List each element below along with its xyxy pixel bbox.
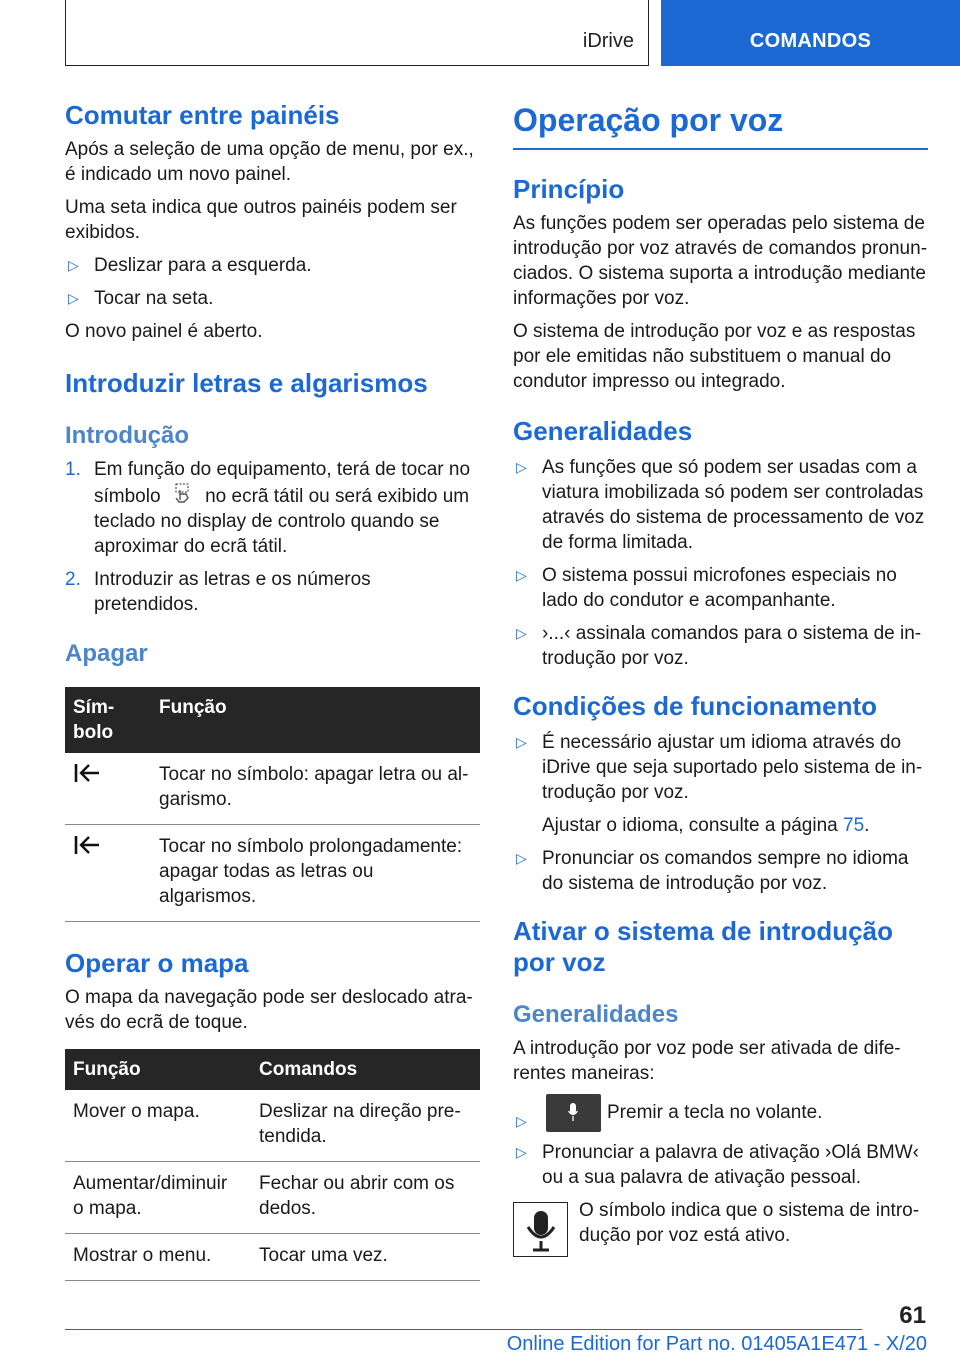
triangle-bullet-icon: ▷ [516, 459, 527, 475]
page-reference: Ajustar o idioma, consulte a página 75. [542, 815, 870, 836]
microphone-icon [513, 1202, 568, 1257]
backspace-icon [73, 762, 101, 784]
para-principle-1: As funções podem ser operadas pelo sistema de introdução por voz através de comandos pronun-ciados. O sistema suporta a introdução mediante informações por voz. [513, 213, 928, 309]
table-header-row [65, 1049, 480, 1090]
para-switch-2: Uma seta indica que outros painéis podem ser exibidos. [65, 197, 457, 243]
page-number: 61 [899, 1302, 926, 1329]
left-column [65, 100, 480, 1281]
list-item: ▷ Premir a tecla no volante. [513, 1094, 928, 1132]
table-row [65, 1234, 480, 1281]
symbol-note [513, 1198, 928, 1258]
list-item: 1. Em função do equipamento, terá de tocar no símbolo no ecrã tátil ou será exibido um teclado no display de controlo quando se aproximar do ecrã tátil. [65, 459, 471, 557]
heading-conditions: Condições de funcionamento [513, 691, 878, 721]
steering-wheel-voice-button-icon [546, 1094, 601, 1132]
list-item: ▷ As funções que só podem ser usadas com a viatura imobilizada só podem ser controladas através do sistema de processamento de voz de forma limitada. [516, 457, 925, 553]
backspace-icon [73, 834, 101, 856]
table-row [65, 1090, 480, 1162]
table-header-row [65, 687, 480, 753]
page-link[interactable]: 75 [843, 815, 865, 836]
table-row [65, 825, 480, 922]
header-section-box [65, 0, 649, 66]
table-cell [65, 825, 151, 922]
para-switch-1: Após a seleção de uma opção de menu, por ex., é indicado um novo painel. [65, 139, 474, 185]
table-cell: Mostrar o menu. [65, 1234, 251, 1281]
delete-table [65, 687, 480, 922]
header-chapter-label: COMANDOS [749, 30, 872, 52]
footer-edition: Online Edition for Part no. 01405A1E471 - X/20 [506, 1333, 927, 1355]
right-column [513, 100, 928, 1258]
steps-list [65, 457, 480, 617]
table-cell: Tocar no símbolo prolongadamente: apagar todas as letras ou algarismos. [151, 825, 480, 922]
list-item: ▷ Pronunciar os comandos sempre no idioma do sistema de introdução por voz. [516, 848, 909, 894]
heading-switch-panels: Comutar entre painéis [65, 100, 340, 130]
table-header-cell: Função [151, 687, 480, 753]
header-chapter-box [661, 0, 960, 66]
table-header-cell: Função [65, 1049, 251, 1090]
list-item: 2. Introduzir as letras e os números pretendidos. [65, 569, 371, 615]
heading-letters: Introduzir letras e algarismos [65, 368, 428, 398]
list-item: ▷ Tocar na seta. [68, 288, 214, 309]
table-cell: Mover o mapa. [65, 1090, 251, 1162]
heading-voice-operation: Operação por voz [513, 100, 928, 150]
table-header-cell: Sím-bolo [65, 687, 151, 753]
heading-activate: Ativar o sistema de introdução por voz [513, 916, 893, 977]
para-map: O mapa da navegação pode ser deslocado atra-vés do ecrã de toque. [65, 987, 473, 1033]
table-cell: Tocar no símbolo: apagar letra ou al-garismo. [151, 753, 480, 825]
keyboard-hand-icon [166, 482, 200, 504]
triangle-bullet-icon: ▷ [68, 257, 79, 273]
activate-bullet-list [513, 1094, 928, 1190]
list-item: ▷ O sistema possui microfones especiais no lado do condutor e acompanhante. [516, 565, 897, 611]
triangle-bullet-icon: ▷ [516, 1113, 527, 1129]
table-cell: Tocar uma vez. [251, 1234, 480, 1281]
heading-map: Operar o mapa [65, 948, 249, 978]
list-item: ▷ É necessário ajustar um idioma através do iDrive que seja suportado pelo sistema de in-trodução por voz. Ajustar o idioma, consulte a página 75. [513, 730, 928, 838]
para-symbol: O símbolo indica que o sistema de intro-dução por voz está ativo. [579, 1200, 920, 1247]
para-principle-2: O sistema de introdução por voz e as respostas por ele emitidas não substituem o manual do condutor impresso ou integrado. [513, 321, 916, 392]
triangle-bullet-icon: ▷ [516, 1144, 527, 1161]
footer-divider [65, 1329, 862, 1330]
table-cell [65, 753, 151, 825]
list-item: ▷ Deslizar para a esquerda. [68, 255, 312, 276]
table-cell: Deslizar na direção pre-tendida. [251, 1090, 480, 1162]
table-row [65, 753, 480, 825]
heading-introduction: Introdução [65, 422, 189, 449]
general-bullet-list [513, 455, 928, 671]
heading-delete: Apagar [65, 640, 148, 667]
para-activate: A introdução por voz pode ser ativada de dife-rentes maneiras: [513, 1038, 901, 1084]
table-header-cell: Comandos [251, 1049, 480, 1090]
table-cell: Fechar ou abrir com os dedos. [251, 1162, 480, 1234]
header-section-label: iDrive [582, 30, 634, 52]
list-item: ▷ Pronunciar a palavra de ativação ›Olá BMW‹ ou a sua palavra de ativação pessoal. [516, 1142, 919, 1189]
triangle-bullet-icon: ▷ [516, 734, 527, 750]
table-cell: Aumentar/diminuir o mapa. [65, 1162, 251, 1234]
heading-general-2: Generalidades [513, 1001, 679, 1028]
triangle-bullet-icon: ▷ [516, 850, 527, 866]
conditions-bullet-list [513, 730, 928, 896]
triangle-bullet-icon: ▷ [516, 625, 527, 641]
heading-principle: Princípio [513, 174, 625, 204]
heading-general: Generalidades [513, 416, 693, 446]
table-row [65, 1162, 480, 1234]
switch-bullet-list [65, 253, 480, 311]
triangle-bullet-icon: ▷ [516, 567, 527, 583]
triangle-bullet-icon: ▷ [68, 290, 79, 306]
para-switch-3: O novo painel é aberto. [65, 321, 263, 342]
list-item: ▷ ›...‹ assinala comandos para o sistema de in-trodução por voz. [516, 623, 922, 669]
map-table [65, 1049, 480, 1281]
